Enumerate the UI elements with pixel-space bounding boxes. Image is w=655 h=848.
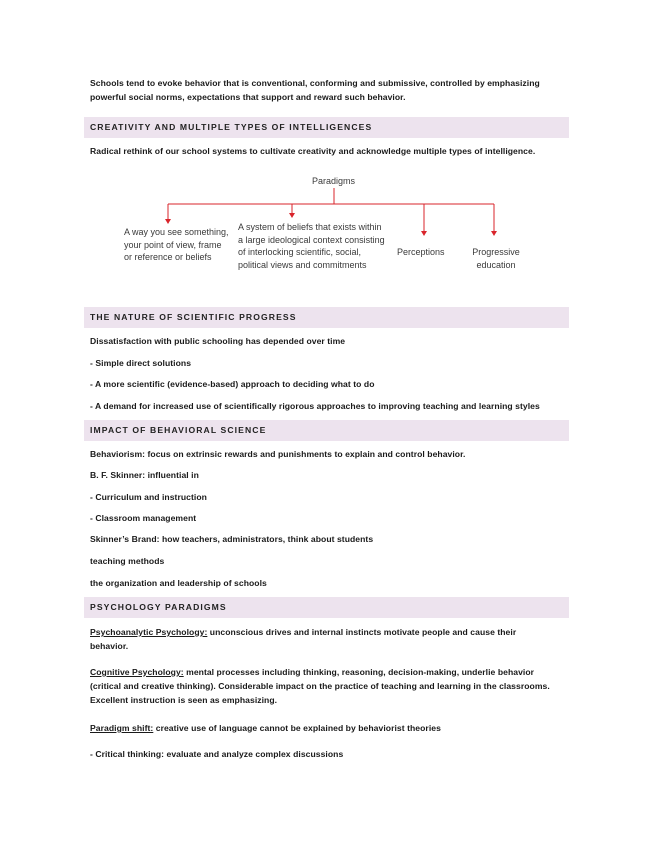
progress-line: - Simple direct solutions (90, 358, 192, 368)
intro-paragraph: Schools tend to evoke behavior that is conventional, conforming and submissive, controlled by emphasizing powerful social norms, expectations that support and reward such behavior. (90, 78, 540, 102)
paradigm-shift-paragraph (90, 721, 570, 735)
progress-line: - A more scientific (evidence-based) approach to deciding what to do (90, 379, 375, 389)
section-header-behavioral-science (84, 420, 569, 441)
behavior-line: teaching methods (90, 556, 165, 566)
diagram-node-way-you-see: A way you see something, your point of view, frame or reference or beliefs (124, 227, 229, 262)
cognitive-paragraph (90, 665, 560, 707)
section-header-psychology-paradigms (84, 597, 569, 618)
psychoanalytic-definition: unconscious drives and internal instincts motivate people and cause their behavior. (90, 627, 517, 651)
diagram-node-perceptions: Perceptions (397, 247, 445, 257)
progress-line: - A demand for increased use of scientifically rigorous approaches to improving teaching and learning styles (90, 401, 540, 411)
section-heading: CREATIVITY AND MULTIPLE TYPES OF INTELLIGENCES (90, 122, 373, 132)
paradigm-shift-definition: creative use of language cannot be explained by behaviorist theories (153, 723, 441, 733)
behavior-line: - Classroom management (90, 513, 197, 523)
paradigm-shift-term: Paradigm shift: (90, 723, 154, 733)
behavior-line: - Curriculum and instruction (90, 492, 207, 502)
behavior-line: B. F. Skinner: influential in (90, 470, 199, 480)
section-heading: PSYCHOLOGY PARADIGMS (90, 602, 227, 612)
progress-line: Dissatisfaction with public schooling has depended over time (90, 336, 346, 346)
psychoanalytic-paragraph (90, 625, 545, 653)
behavior-line: Skinner’s Brand: how teachers, administrators, think about students (90, 534, 374, 544)
section-header-scientific-progress (84, 307, 569, 328)
critical-thinking-line: - Critical thinking: evaluate and analyze complex discussions (90, 749, 344, 759)
diagram-node-progressive-education: Progressive education (472, 247, 520, 270)
psychoanalytic-term: Psychoanalytic Psychology: (90, 627, 208, 637)
behavior-line: Behaviorism: focus on extrinsic rewards and punishments to explain and control behavior. (90, 449, 466, 459)
creativity-text: Radical rethink of our school systems to cultivate creativity and acknowledge multiple types of intelligence. (90, 146, 536, 156)
cognitive-definition: mental processes including thinking, reasoning, decision-making, underlie behavior (critical and creative thinking). Considerable impact on the practice of teaching and learning in the classrooms. Excellent instruction is seen as emphasizing. (90, 667, 550, 705)
diagram-node-system-of-beliefs: A system of beliefs that exists within a large ideological context consisting of interlocking scientific, social, political views and commitments (238, 222, 385, 270)
cognitive-term: Cognitive Psychology: (90, 667, 184, 677)
section-heading: IMPACT OF BEHAVIORAL SCIENCE (90, 425, 267, 435)
diagram-root-label: Paradigms (312, 176, 356, 186)
section-heading: THE NATURE OF SCIENTIFIC PROGRESS (90, 312, 297, 322)
behavior-line: the organization and leadership of schools (90, 578, 267, 588)
